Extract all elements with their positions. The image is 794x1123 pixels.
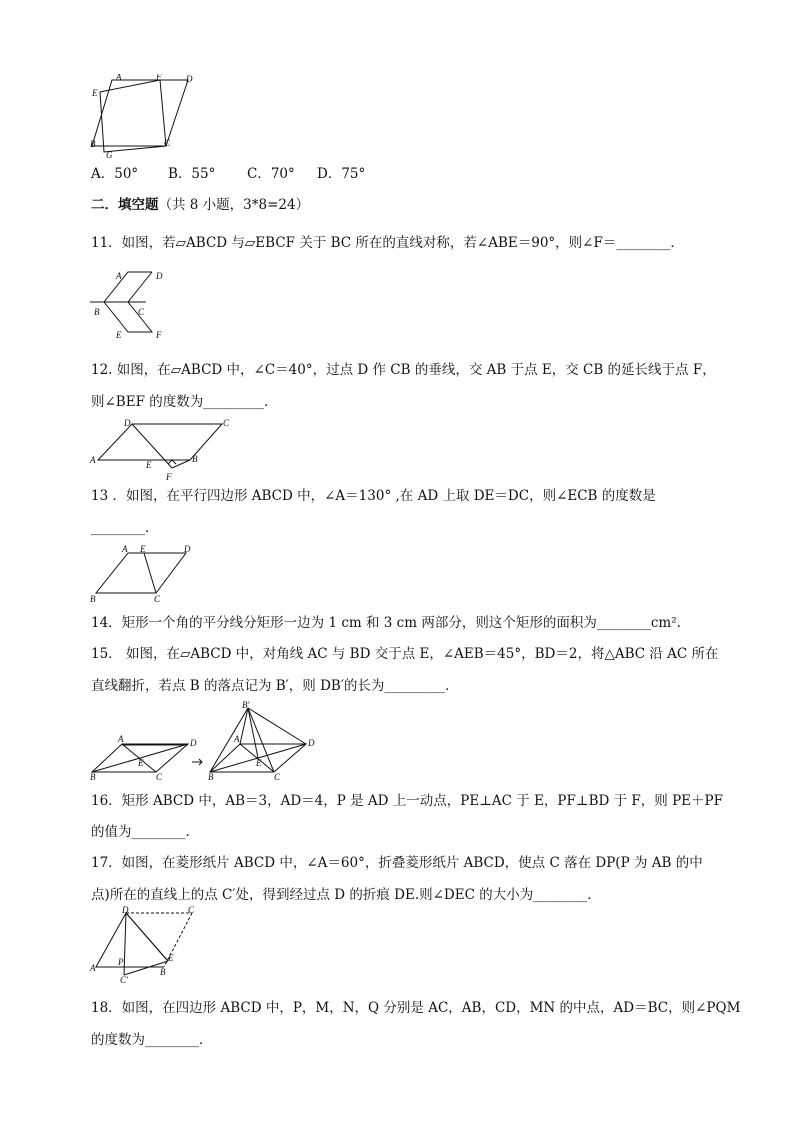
segment-ec: [144, 553, 156, 593]
segment-b1e: [248, 708, 258, 758]
segment-de-bold: [126, 913, 166, 959]
figure-q12: [88, 414, 238, 484]
q12-line2: 则∠BEF 的度数为_________．: [91, 394, 278, 410]
segment-dp: [124, 913, 126, 975]
fig-label: A: [116, 74, 122, 82]
fig-label: F: [156, 74, 162, 82]
fig-label: E: [92, 88, 98, 98]
fig-label: C: [223, 418, 230, 428]
fig-label: B: [192, 454, 198, 464]
rhombus-side-dab: [96, 913, 164, 967]
fig-label: C: [274, 772, 281, 782]
figure-top-parallelogram: [88, 74, 198, 160]
fig-label: D: [190, 738, 197, 748]
segment-b1d: [248, 708, 306, 744]
figure-q17: [88, 905, 208, 985]
option-c: C．70°: [247, 166, 295, 182]
fig-label: E: [256, 758, 262, 768]
inner-square: [100, 80, 166, 152]
fig-label: A: [90, 963, 96, 973]
q18-line1: 18．如图，在四边形 ABCD 中，P，M，N，Q 分别是 AC，AB，CD，MN 的中点，AD＝BC，则∠PQM: [91, 1000, 741, 1016]
fig-label: B: [90, 139, 96, 149]
q16-line2: 的值为________．: [91, 824, 199, 840]
fig-label: E: [138, 758, 144, 768]
fig-label: F: [166, 472, 172, 482]
fig-label: P: [118, 957, 124, 967]
segment-b1a: [240, 708, 248, 744]
fig-label: E: [146, 460, 152, 470]
fig-label: E: [168, 953, 174, 963]
fig-label: D: [122, 905, 129, 915]
q13-line2: ________．: [91, 520, 159, 536]
figure-q13: [88, 541, 198, 605]
fig-label: D: [184, 544, 191, 554]
section-heading: [91, 199, 309, 213]
q15-line1: 15． 如图，在▱ABCD 中，对角线 AC 与 BD 交于点 E，∠AEB＝45°，BD＝2，将△ABC 沿 AC 所在: [91, 646, 719, 662]
q17-line1: 17．如图，在菱形纸片 ABCD 中，∠A＝60°，折叠菱形纸片 ABCD，使点 C 落在 DP(P 为 AB 的中: [91, 855, 703, 871]
fig-label: E: [140, 544, 146, 554]
fig-label: B: [90, 772, 96, 782]
fig-label: C: [138, 307, 145, 317]
option-d: D．75°: [317, 166, 366, 182]
fig-label: B: [94, 307, 100, 317]
fig-label: B: [160, 967, 166, 977]
figure-q11: [88, 266, 178, 342]
fig-label: C′: [120, 975, 128, 985]
section-title: 二．填空题: [91, 197, 159, 213]
fig-label: D: [124, 418, 131, 428]
section-note: （共 8 小题，3*8=24）: [158, 197, 310, 213]
q13-line1: 13 ．如图，在平行四边形 ABCD 中，∠A＝130° ,在 AD 上取 DE＝DC，则∠ECB 的度数是: [91, 488, 656, 504]
q11-text: 11．如图，若▱ABCD 与▱EBCF 关于 BC 所在的直线对称，若∠ABE＝90°，则∠F＝________．: [91, 235, 684, 251]
fig-label: C: [156, 772, 163, 782]
fig-label: B: [90, 594, 96, 604]
q12-line1: 12. 如图，在▱ABCD 中，∠C＝40°，过点 D 作 CB 的垂线，交 AB 于点 E，交 CB 的延长线于点 F，: [91, 362, 716, 378]
fig-label: A: [234, 734, 240, 744]
fig-label: B′: [242, 700, 250, 710]
figure-q15: [88, 700, 328, 782]
fig-label: A: [116, 271, 122, 281]
fig-label: D: [186, 74, 193, 84]
q18-line2: 的度数为________．: [91, 1032, 213, 1048]
ebcf-shape: [104, 302, 152, 332]
parallelogram-abcd: [96, 553, 186, 593]
q15-line2: 直线翻折，若点 B 的落点记为 B′，则 DB′的长为_________．: [91, 678, 459, 694]
fig-label: D: [308, 738, 315, 748]
q14-text: 14．矩形一个角的平分线分矩形一边为 1 cm 和 3 cm 两部分，则这个矩形的面积为________cm².: [91, 615, 681, 631]
perpendicular-df: [132, 424, 172, 468]
outer-parallelogram: [92, 80, 188, 146]
extension-bf: [172, 460, 190, 468]
fig-label: C: [164, 138, 171, 148]
fig-label: C: [188, 905, 195, 915]
fig-label: G: [106, 150, 113, 160]
fig-label: A: [90, 455, 96, 465]
fig-label: F: [156, 330, 162, 340]
option-a: A．50°: [91, 166, 139, 182]
abcd-shape: [104, 272, 152, 302]
q16-line1: 16．矩形 ABCD 中，AB＝3，AD＝4，P 是 AD 上一动点，PE⊥AC 于 E，PF⊥BD 于 F，则 PE＋PF: [91, 793, 723, 809]
fig-label: E: [116, 330, 122, 340]
option-b: B．55°: [168, 166, 216, 182]
fig-label: C: [154, 594, 161, 604]
fig-label: B: [208, 772, 214, 782]
fig-label: A: [122, 544, 128, 554]
q17-line2: 点)所在的直线上的点 C′处，得到经过点 D 的折痕 DE.则∠DEC 的大小为________．: [91, 887, 601, 903]
right-angle-mark: [168, 460, 176, 464]
fig-label: D: [156, 271, 163, 281]
fig-label: A: [118, 734, 124, 744]
